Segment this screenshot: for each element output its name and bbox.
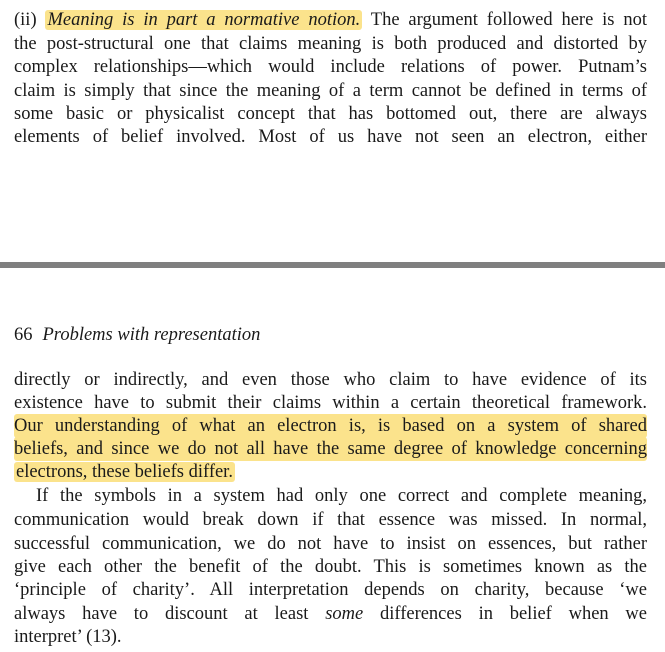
section-marker: (ii) [14, 10, 46, 30]
text-line [14, 460, 647, 484]
emphasis-text: some [325, 604, 364, 624]
highlighted-heading: Meaning is in part a normative notion. [47, 10, 361, 30]
highlighted-line: Our understanding of what an electron is, is based on a system of shared [14, 416, 647, 436]
line-text: differences in belief when we [363, 604, 647, 624]
text-line: existence have to submit their claims within a certain theoretical framework. [14, 393, 647, 413]
highlighted-line: beliefs, and since we do not all have the same degree of knowledge concerning [14, 439, 647, 459]
text-line: successful communication, we do not have to insist on essences, but rather [14, 534, 647, 554]
line-text: always have to discount at least [14, 604, 326, 624]
text-line: directly or indirectly, and even those who claim to have evidence of its [14, 370, 647, 390]
text-line [14, 8, 647, 32]
text-line: If the symbols in a system had only one correct and complete meaning, [36, 486, 647, 506]
text-line: elements of belief involved. Most of us have not seen an electron, either [14, 127, 647, 147]
chapter-title: Problems with representation [42, 325, 261, 345]
text-line: ‘principle of charity’. All interpretation depends on charity, because ‘we [14, 580, 647, 600]
text-line: give each other the benefit of the doubt. This is sometimes known as the [14, 557, 647, 577]
line-text: The argument followed here is not [362, 10, 648, 30]
text-line: complex relationships—which would include relations of power. Putnam’s [14, 57, 647, 77]
text-line: claim is simply that since the meaning of a term cannot be defined in terms of [14, 81, 647, 101]
text-line: the post-structural one that claims meaning is both produced and distorted by [14, 34, 647, 54]
text-line [14, 602, 647, 626]
text-line: some basic or physicalist concept that has bottomed out, there are always [14, 104, 647, 124]
text-line: interpret’ (13). [14, 627, 122, 647]
running-head [14, 323, 260, 347]
bottom-page [0, 268, 665, 652]
text-line: communication would break down if that essence was missed. In normal, [14, 510, 647, 530]
page-number: 66 [14, 325, 33, 345]
highlighted-text: electrons, these beliefs differ. [16, 462, 233, 482]
top-page [0, 0, 665, 262]
